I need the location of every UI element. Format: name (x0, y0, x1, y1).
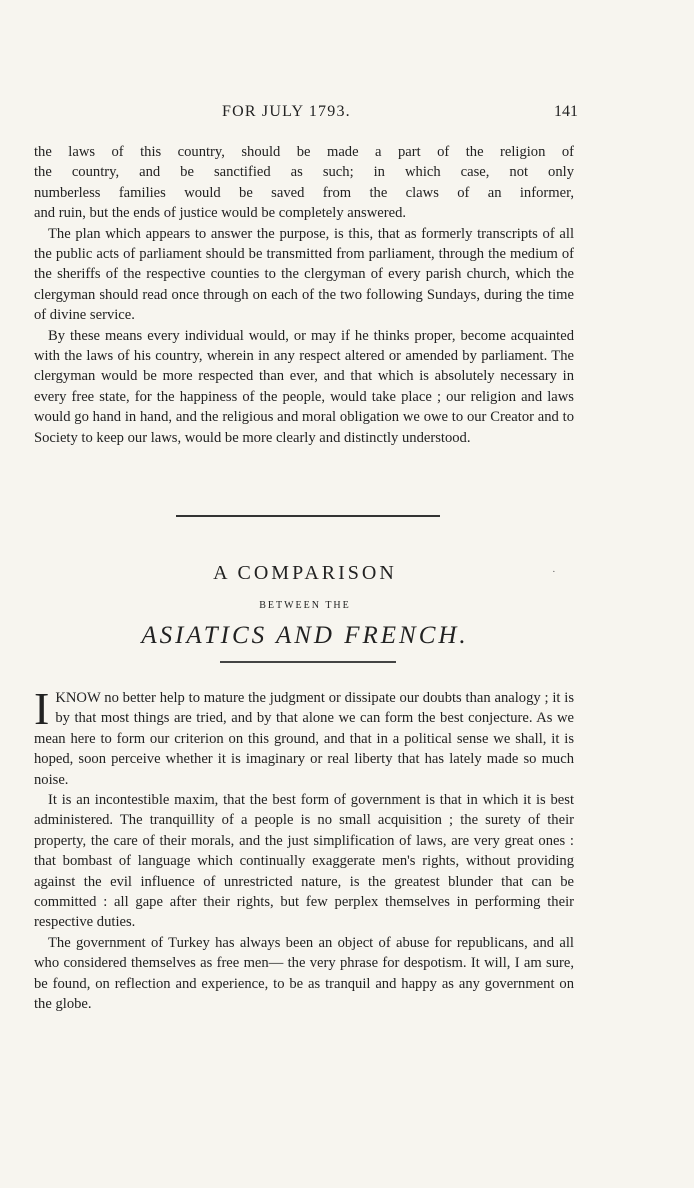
print-blemish: · (552, 566, 556, 578)
running-head (0, 103, 694, 127)
article-paragraph-opening (34, 683, 574, 790)
article-paragraph-maxim: It is an incontestible maxim, that the best form of government is that in which it is best administered. The tranquillity of a people is no small acquisition ; the surety of their property, the care of their morals, and the just simplification of laws, are very great ones : that bombast of language which continually exaggerate men's rights, without providing against the evil influence of unrestricted nature, is the greatest blunder that can be committed : all gape after their rights, but few perplex themselves in performing their respective duties. (34, 792, 574, 931)
article-text-block (34, 683, 574, 1015)
title-underline-rule (220, 661, 396, 663)
paragraph-plan: The plan which appears to answer the purpose, is this, that as formerly transcripts of all the public acts of parliament should be transmitted from parliament, through the medium of the sheriffs of the respective counties to the clergyman of every parish church, which the clergyman should read once through on each of the two following Sundays, during the time of divine service. (34, 225, 574, 324)
paragraph-line: numberless families would be saved from the claws of an informer, (34, 184, 574, 201)
page-number: 141 (554, 103, 578, 120)
paragraph-line: the laws of this country, should be made a part of the religion of (34, 144, 574, 160)
paragraph-line: and ruin, but the ends of justice would be completely answered. (34, 205, 407, 222)
continued-text-block (34, 142, 574, 448)
drop-cap: I (34, 683, 50, 734)
article-title: A COMPARISON (213, 562, 397, 584)
section-divider-rule (176, 515, 440, 517)
paragraph-means: By these means every individual would, or may if he thinks proper, become acquainted with the laws of his country, wherein in any respect altered or amended by parliament. The clergyman would be more respected than ever, and that which is absolutely necessary in every free state, for the happiness of the people, would take place ; our religion and laws would go hand in hand, and the religious and moral obligation we owe to our Creator and to Society to keep our laws, would be more clearly and distinctly understood. (34, 327, 574, 446)
article-subtitle: ASIATICS AND FRENCH. (141, 622, 469, 649)
article-paragraph-turkey: The government of Turkey has always been an object of abuse for republicans, and all who considered themselves as free men— the very phrase for despotism. It will, I am sure, be found, on reflection and experience, to be as tranquil and happy as any government on the globe. (34, 934, 574, 1013)
opening-text: KNOW no better help to mature the judgment or dissipate our doubts than analogy ; it is by that most things are tried, and by that alone we can form the best conjecture. As we mean here to form our criterion on this ground, and that in a political sense we shall, it is hoped, soon perceive whether it is imaginary or real liberty that has lately made so much noise. (34, 690, 574, 788)
article-between: BETWEEN THE (259, 600, 351, 611)
paragraph-line: the country, and be sanctified as such; in which case, not only (34, 164, 574, 181)
running-title: FOR JULY 1793. (222, 103, 351, 120)
